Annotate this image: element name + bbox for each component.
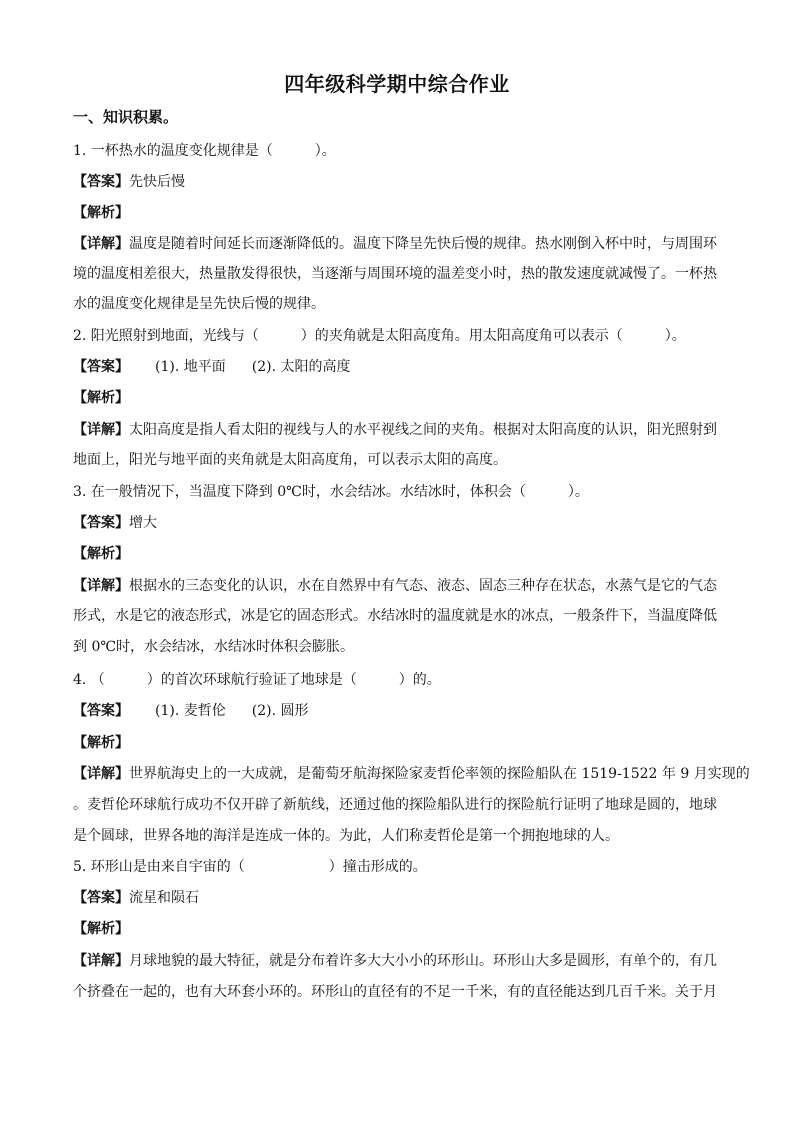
detail-text: 世界航海史上的一大成就，是葡萄牙航海探险家麦哲伦率领的探险船队在 1519-1522 年 9 月实现的 — [129, 766, 750, 782]
question-2-stem: 2. 阳光照射到地面，光线与（ ）的夹角就是太阳高度角。用太阳高度角可以表示（ ）。 — [73, 328, 686, 344]
question-2-answer — [73, 357, 723, 377]
detail-label: 【详解】 — [73, 953, 129, 969]
question-4-detail-line — [73, 764, 750, 784]
page-title: 四年级科学期中综合作业 — [284, 72, 510, 96]
detail-text: 温度是随着时间延长而逐渐降低的。温度下降呈先快后慢的规律。热水刚倒入杯中时，与周围环 — [129, 236, 717, 252]
answer-label: 【答案】 — [73, 359, 129, 375]
analysis-label: 【解析】 — [73, 390, 129, 406]
question-3-detail-line: 到 0℃时，水会结冰，水结冰时体积会膨胀。 — [73, 639, 355, 655]
question-5-detail-line — [73, 951, 723, 971]
question-3-answer — [73, 513, 723, 533]
answer-label: 【答案】 — [73, 703, 129, 719]
question-2-detail-line: 地面上，阳光与地平面的夹角就是太阳高度角，可以表示太阳的高度。 — [73, 452, 507, 468]
question-1-analysis — [73, 203, 723, 223]
detail-label: 【详解】 — [73, 236, 129, 252]
detail-text: 根据水的三态变化的认识，水在自然界中有气态、液态、固态三种存在状态，水蒸气是它的气态 — [129, 578, 717, 594]
answer-part: (2). 圆形 — [251, 703, 309, 719]
question-1-detail-line: 水的温度变化规律是呈先快后慢的规律。 — [73, 296, 325, 312]
question-5-analysis — [73, 919, 723, 939]
question-3-analysis — [73, 544, 723, 564]
analysis-label: 【解析】 — [73, 546, 129, 562]
question-4-answer — [73, 701, 723, 721]
analysis-label: 【解析】 — [73, 735, 129, 751]
question-3-detail-line — [73, 576, 723, 596]
question-4-analysis — [73, 733, 723, 753]
section-heading: 一、知识积累。 — [73, 108, 179, 126]
detail-text: 月球地貌的最大特征，就是分布着许多大大小小的环形山。环形山大多是圆形，有单个的，有几 — [129, 953, 717, 969]
answer-text: 流星和陨石 — [129, 890, 199, 906]
question-1-detail-line: 境的温度相差很大，热量散发得很快，当逐渐与周围环境的温差变小时，热的散发速度就减慢了。一杯热 — [73, 266, 717, 282]
answer-text: 先快后慢 — [129, 174, 185, 190]
analysis-label: 【解析】 — [73, 205, 129, 221]
question-2-analysis — [73, 388, 723, 408]
question-5-answer — [73, 888, 723, 908]
detail-label: 【详解】 — [73, 578, 129, 594]
question-4-detail-line: 是个圆球，世界各地的海洋是连成一体的。为此，人们称麦哲伦是第一个拥抱地球的人。 — [73, 828, 619, 844]
detail-text: 太阳高度是指人看太阳的视线与人的水平视线之间的夹角。根据对太阳高度的认识，阳光照射到 — [129, 422, 717, 438]
question-1-detail-line — [73, 234, 723, 254]
question-4-detail-line: 。麦哲伦环球航行成功不仅开辟了新航线，还通过他的探险船队进行的探险航行证明了地球是圆的，地球 — [73, 797, 717, 813]
question-4-stem: 4. （ ）的首次环球航行验证了地球是（ ）的。 — [73, 672, 441, 688]
answer-part: (1). 麦哲伦 — [155, 703, 226, 719]
question-3-stem: 3. 在一般情况下，当温度下降到 0℃时，水会结冰。水结冰时，体积会（ ）。 — [73, 484, 589, 500]
answer-label: 【答案】 — [73, 515, 129, 531]
answer-label: 【答案】 — [73, 890, 129, 906]
detail-label: 【详解】 — [73, 766, 129, 782]
question-1-answer — [73, 172, 723, 192]
answer-label: 【答案】 — [73, 174, 129, 190]
question-5-detail-line: 个挤叠在一起的，也有大环套小环的。环形山的直径有的不足一千米，有的直径能达到几百千米。关于月 — [73, 984, 717, 1000]
answer-part: (2). 太阳的高度 — [251, 359, 351, 375]
analysis-label: 【解析】 — [73, 921, 129, 937]
answer-text: 增大 — [129, 515, 157, 531]
question-3-detail-line: 形式，水是它的液态形式，冰是它的固态形式。水结冰时的温度就是水的冰点，一般条件下，当温度降低 — [73, 608, 717, 624]
question-5-stem: 5. 环形山是由来自宇宙的（ ）撞击形成的。 — [73, 859, 427, 875]
answer-part: (1). 地平面 — [155, 359, 226, 375]
question-1-stem: 1. 一杯热水的温度变化规律是（ ）。 — [73, 143, 336, 159]
detail-label: 【详解】 — [73, 422, 129, 438]
question-2-detail-line — [73, 420, 723, 440]
